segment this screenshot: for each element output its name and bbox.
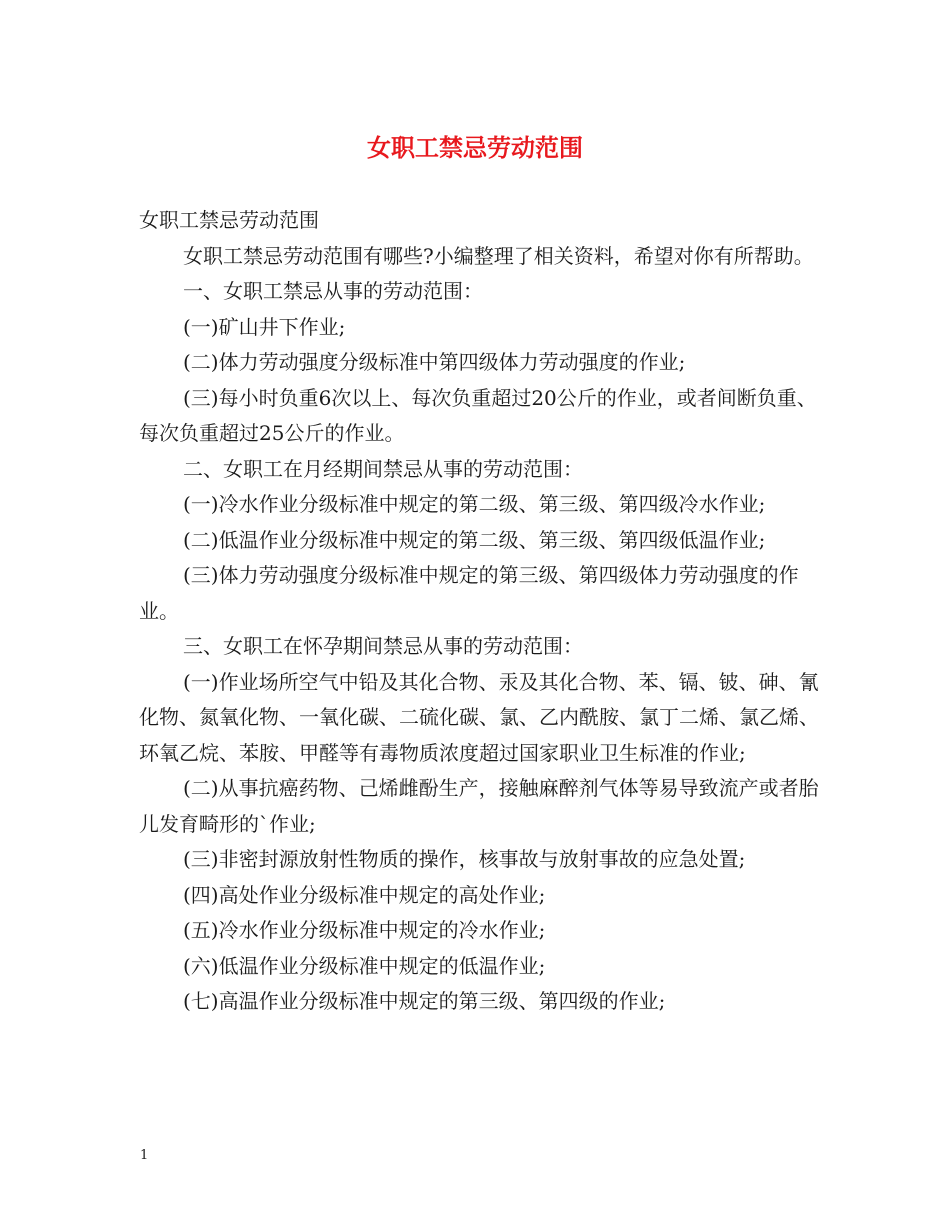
list-item: (五)冷水作业分级标准中规定的冷水作业; <box>183 918 546 942</box>
list-item: (七)高温作业分级标准中规定的第三级、第四级的作业; <box>183 989 666 1013</box>
list-item: (一)作业场所空气中铅及其化合物、汞及其化合物、苯、镉、铍、砷、氰化物、氮氧化物、一氧化碳、二硫化碳、氯、乙内酰胺、氯丁二烯、氯乙烯、环氧乙烷、苯胺、甲醛等有毒物质浓度超过国家职业卫生标准的作业; <box>139 669 819 765</box>
list-item: (三)体力劳动强度分级标准中规定的第三级、第四级体力劳动强度的作业。 <box>139 563 799 623</box>
list-item: (二)体力劳动强度分级标准中第四级体力劳动强度的作业; <box>183 350 686 374</box>
list-item: (二)从事抗癌药物、己烯雌酚生产，接触麻醉剂气体等易导致流产或者胎儿发育畸形的`作业; <box>139 776 819 836</box>
list-item: (三)非密封源放射性物质的操作，核事故与放射事故的应急处置; <box>183 847 746 871</box>
section-heading: 三、女职工在怀孕期间禁忌从事的劳动范围： <box>183 634 583 658</box>
section-heading: 二、女职工在月经期间禁忌从事的劳动范围： <box>183 456 583 481</box>
list-item: (一)矿山井下作业; <box>183 314 346 339</box>
document-body <box>139 203 819 1020</box>
heading-line: 女职工禁忌劳动范围 <box>139 208 319 232</box>
list-item: (四)高处作业分级标准中规定的高处作业; <box>183 882 546 907</box>
document-title: 女职工禁忌劳动范围 <box>367 133 583 162</box>
list-item: (二)低温作业分级标准中规定的第二级、第三级、第四级低温作业; <box>183 527 766 552</box>
list-item: (六)低温作业分级标准中规定的低温作业; <box>183 953 546 978</box>
page-number: 1 <box>140 1148 149 1163</box>
section-heading: 一、女职工禁忌从事的劳动范围： <box>183 279 483 303</box>
list-item: (一)冷水作业分级标准中规定的第二级、第三级、第四级冷水作业; <box>183 492 766 516</box>
intro-paragraph: 女职工禁忌劳动范围有哪些?小编整理了相关资料，希望对你有所帮助。 <box>183 243 814 268</box>
list-item: (三)每小时负重6次以上、每次负重超过20公斤的作业，或者间断负重、每次负重超过25公斤的作业。 <box>139 385 817 445</box>
